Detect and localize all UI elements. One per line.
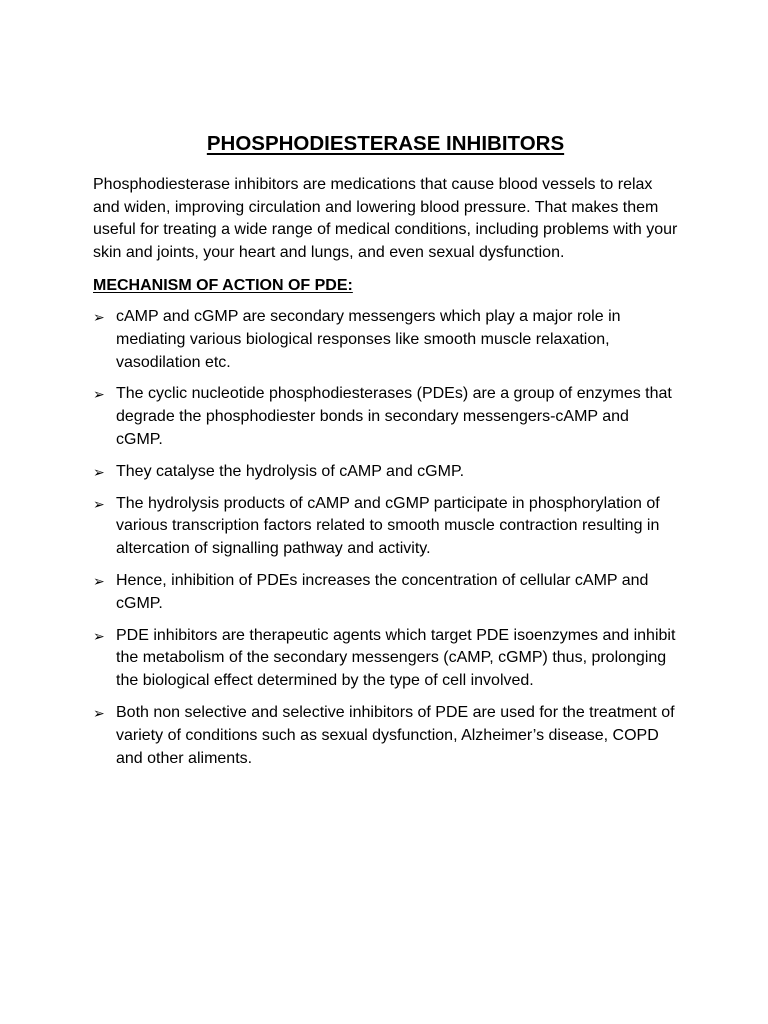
list-item-text: PDE inhibitors are therapeutic agents which target PDE isoenzymes and inhibit the metabolism of the secondary messengers (cAMP, cGMP) thus, prolonging the biological effect determined by the type of cell involved. [116, 626, 676, 690]
arrowhead-bullet-icon: ➢ [93, 572, 105, 589]
list-item-text: The hydrolysis products of cAMP and cGMP participate in phosphorylation of various transcription factors related to smooth muscle contraction resulting in altercation of signalling pathway and activity. [116, 494, 660, 558]
arrowhead-bullet-icon: ➢ [93, 386, 105, 403]
page-title: PHOSPHODIESTERASE INHIBITORS [206, 132, 565, 155]
list-item-text: cAMP and cGMP are secondary messengers which play a major role in mediating various biological responses like smooth muscle relaxation, vasodilation etc. [116, 308, 621, 371]
arrowhead-bullet-icon: ➢ [93, 704, 105, 721]
list-item [93, 625, 678, 693]
arrowhead-bullet-icon: ➢ [93, 309, 105, 325]
list-item [93, 702, 678, 770]
list-item [93, 570, 678, 616]
list-item [93, 493, 678, 561]
list-item [93, 461, 678, 484]
list-item [93, 306, 678, 374]
list-item [93, 383, 678, 451]
intro-paragraph: Phosphodiesterase inhibitors are medications that cause blood vessels to relax and widen, improving circulation and lowering blood pressure. That makes them useful for treating a wide range of medical conditions, including problems with your skin and joints, your heart and lungs, and even sexual dysfunction. [93, 176, 678, 261]
list-item-text: They catalyse the hydrolysis of cAMP and cGMP. [116, 462, 465, 480]
document-page [93, 130, 678, 779]
arrowhead-bullet-icon: ➢ [93, 463, 105, 480]
list-item-text: Both non selective and selective inhibitors of PDE are used for the treatment of variety of conditions such as sexual dysfunction, Alzheimer’s disease, COPD and other aliments. [116, 703, 675, 767]
bullet-list [93, 306, 678, 770]
list-item-text: Hence, inhibition of PDEs increases the concentration of cellular cAMP and cGMP. [116, 571, 649, 612]
arrowhead-bullet-icon: ➢ [93, 627, 105, 644]
list-item-text: The cyclic nucleotide phosphodiesterases (PDEs) are a group of enzymes that degrade the phosphodiester bonds in secondary messengers-cAMP and cGMP. [116, 385, 672, 448]
arrowhead-bullet-icon: ➢ [93, 495, 105, 512]
section-heading: MECHANISM OF ACTION OF PDE: [93, 277, 353, 294]
